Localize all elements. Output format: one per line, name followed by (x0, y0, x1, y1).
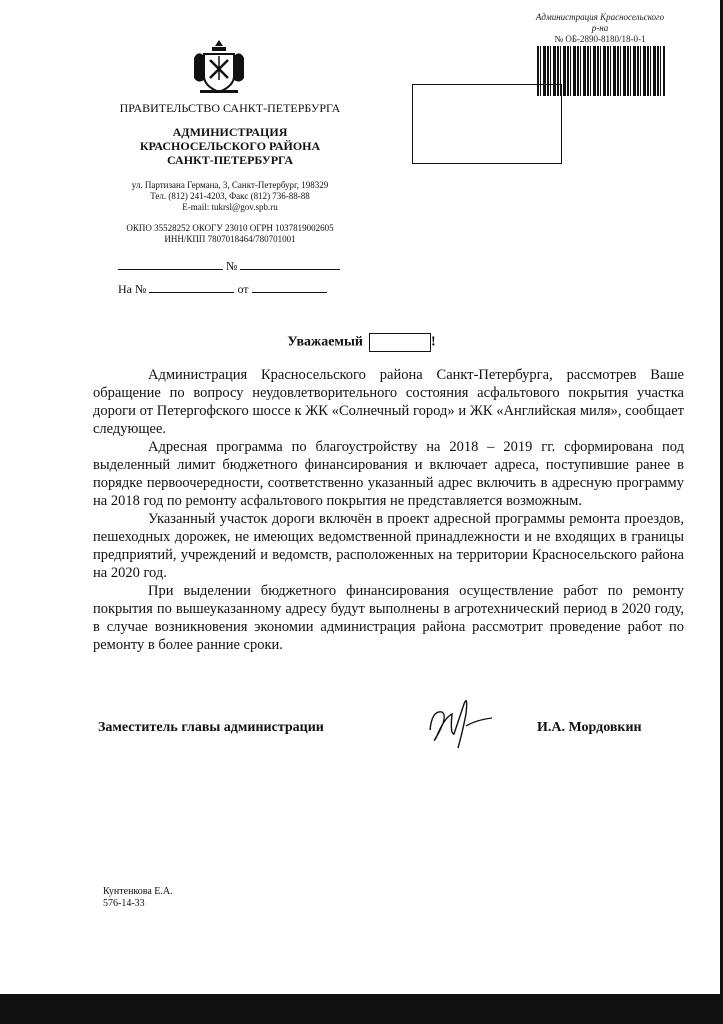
outgoing-number-line (240, 259, 340, 270)
scan-bottom-border (0, 994, 723, 1024)
from-label: от (237, 282, 249, 296)
phone-fax: Тел. (812) 241-4203, Факс (812) 736-88-88 (150, 191, 310, 201)
paragraph-4: При выделении бюджетного финансирования осуществление работ по ремонту покрытия по вышеуказанному адресу будут выполнены в агротехнический период в 2020 году, в случае возникновения экономии администрация района рассмотрит проведение работ по ремонту в более ранние сроки. (93, 583, 684, 653)
recipient-redaction-box (412, 84, 562, 164)
paragraph-2: Адресная программа по благоустройству на 2018 – 2019 гг. сформирована под выделенный лимит бюджетного финансирования и включает адреса, поступившие ранее в порядке первоочередности, соответственно указанный адрес включить в адресную программу на 2018 год по ремонту асфальтового покрытия не представляется возможным. (93, 439, 684, 509)
inn-kpp: ИНН/КПП 7807018464/780701001 (164, 234, 296, 244)
letter-body (93, 366, 684, 654)
redacted-name-box (369, 333, 431, 352)
in-reply-label: На № (118, 282, 147, 296)
signer-name: И.А. Мордовкин (537, 720, 642, 735)
admin-line-1: АДМИНИСТРАЦИЯ (172, 125, 288, 139)
administration-title (100, 125, 360, 167)
reply-date-line (252, 282, 327, 293)
greeting-exclaim: ! (430, 334, 436, 350)
registry-codes (100, 223, 360, 245)
greeting (0, 333, 723, 352)
contact-block (100, 180, 360, 213)
signer-position: Заместитель главы администрации (98, 720, 324, 735)
greeting-word: Уважаемый (287, 334, 363, 350)
paragraph-3: Указанный участок дороги включён в проект адресной программы ремонта проездов, пешеходных дорожек, не имеющих ведомственной принадлежности и не входящих в границы предприятий, учреждений и ведомств, расположенных на территории Красносельского района на 2020 год. (93, 511, 684, 581)
paragraph-1: Администрация Красносельского района Санкт-Петербурга, рассмотрев Ваше обращение по вопросу неудовлетворительного состояния асфальтового покрытия участка дороги от Петергофского шоссе к ЖК «Солнечный город» и ЖК «Английская миля», сообщает следующее. (93, 367, 684, 437)
executor-block (103, 886, 173, 910)
email: E-mail: tukrsl@gov.spb.ru (182, 202, 278, 212)
coat-of-arms-icon (190, 38, 248, 96)
reply-number-line (149, 282, 234, 293)
address: ул. Партизана Германа, 3, Санкт-Петербург, 198329 (131, 180, 329, 190)
okpo-codes: ОКПО 35528252 ОКОГУ 23010 ОГРН 1037819002605 (126, 223, 334, 233)
executor-phone: 576-14-33 (103, 898, 145, 909)
handwritten-signature (420, 690, 500, 760)
stamp-org: Администрация Красносельского р-на (535, 12, 665, 33)
num-sign: № (226, 259, 238, 273)
outgoing-number-fields (118, 259, 378, 297)
government-title: ПРАВИТЕЛЬСТВО САНКТ-ПЕТЕРБУРГА (119, 101, 341, 115)
outgoing-date-line (118, 259, 223, 270)
stamp-number: № ОБ-2890-8180/18-0-1 (554, 34, 646, 44)
executor-name: Кунтенкова Е.А. (103, 886, 173, 897)
admin-line-3: САНКТ-ПЕТЕРБУРГА (166, 153, 294, 167)
admin-line-2: КРАСНОСЕЛЬСКОГО РАЙОНА (139, 139, 321, 153)
